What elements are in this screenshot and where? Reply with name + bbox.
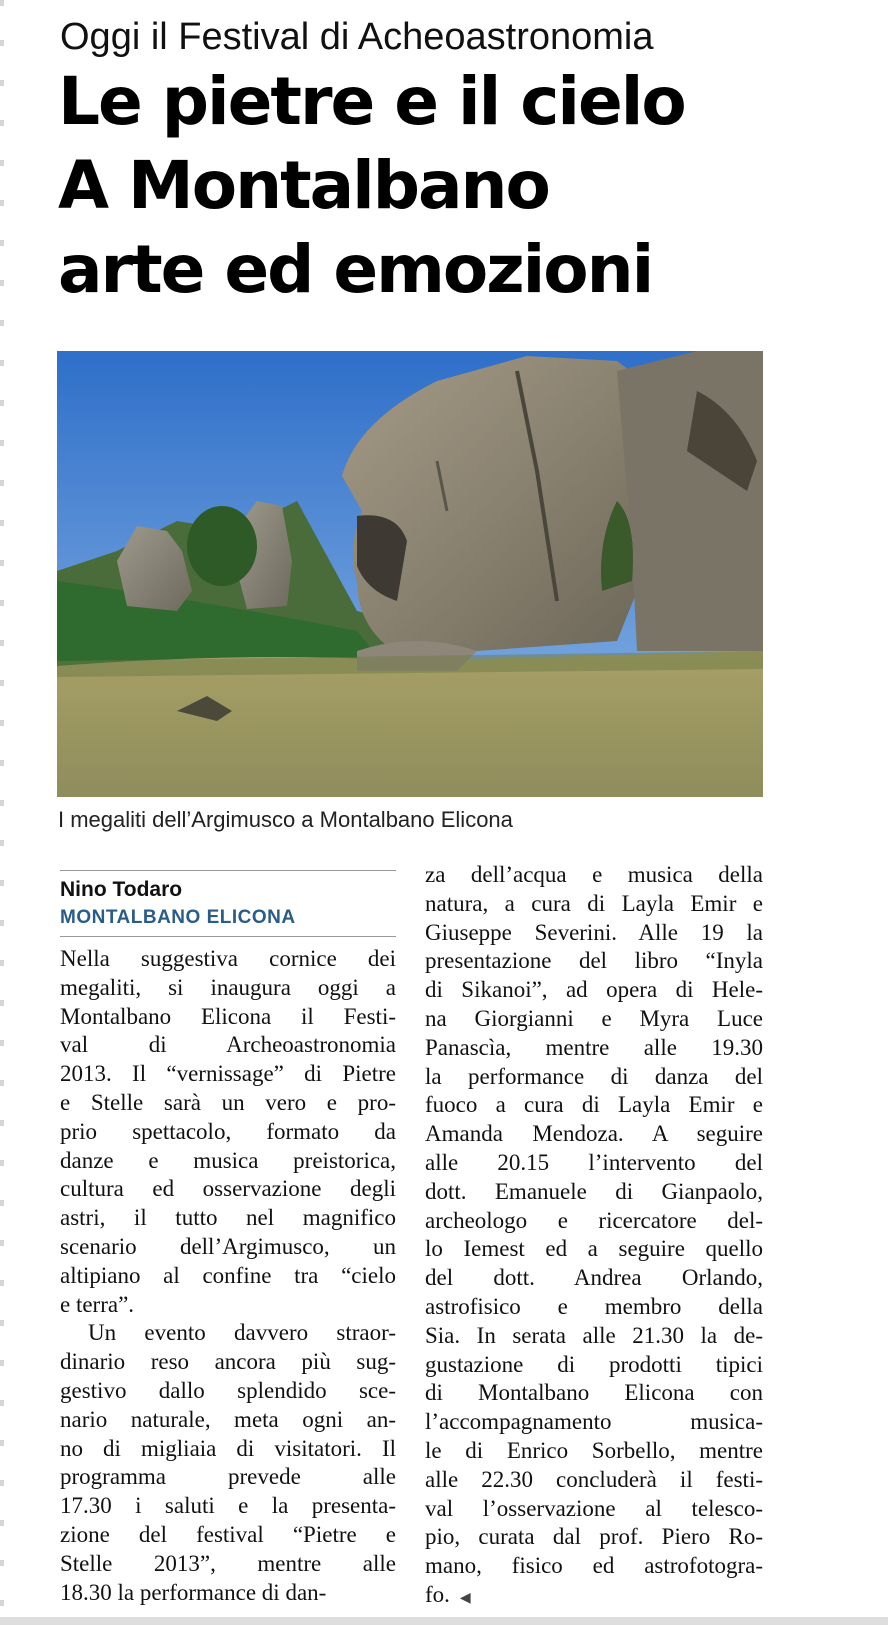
text-line: l’accompagnamento musica- xyxy=(425,1409,763,1435)
dateline-location: MONTALBANO ELICONA xyxy=(60,907,296,928)
text-line: pio, curata dal prof. Piero Ro- xyxy=(425,1524,763,1550)
article-column-2 xyxy=(425,861,763,1610)
text-line: zione del festival “Pietre e xyxy=(60,1521,396,1547)
text-line: Sia. In serata alle 21.30 la de- xyxy=(425,1322,763,1348)
text-line: gustazione di prodotti tipici xyxy=(425,1351,763,1377)
text-line: archeologo e ricercatore del- xyxy=(425,1207,763,1233)
text-line: fuoco a cura di Layla Emir e xyxy=(425,1092,763,1118)
author-name: Nino Todaro xyxy=(60,878,183,901)
text-line: astrofisico e membro della xyxy=(425,1293,763,1319)
text-line: prio spettacolo, formato da xyxy=(60,1118,396,1144)
text-line: Un evento davvero straor- xyxy=(88,1320,396,1346)
headline-line-1: Le pietre e il cielo xyxy=(58,63,685,140)
page-edge-marks xyxy=(0,0,4,1625)
byline-rule-top xyxy=(60,870,396,871)
text-line: e terra”. xyxy=(60,1291,135,1317)
text-line: za dell’acqua e musica della xyxy=(425,862,763,887)
text-line: Nella suggestiva cornice dei xyxy=(60,946,396,971)
text-line: fo. ◀ xyxy=(425,1581,471,1607)
text-line: alle 20.15 l’intervento del xyxy=(425,1149,763,1175)
text-line: dinario reso ancora più sug- xyxy=(60,1349,396,1375)
text-line: lo Iemest ed a seguire quello xyxy=(425,1236,763,1262)
text-line: cultura ed osservazione degli xyxy=(60,1176,396,1202)
text-line: la performance di danza del xyxy=(425,1063,763,1089)
text-line: scenario dell’Argimusco, un xyxy=(60,1233,396,1259)
text-line: Panascìa, mentre alle 19.30 xyxy=(425,1034,763,1060)
text-line: e Stelle sarà un vero e pro- xyxy=(60,1089,396,1115)
text-line: del dott. Andrea Orlando, xyxy=(425,1265,763,1291)
text-line: presentazione del libro “Inyla xyxy=(425,948,763,974)
page-bottom-edge xyxy=(0,1617,888,1625)
text-line: le di Enrico Sorbello, mentre xyxy=(425,1437,763,1463)
text-line: 18.30 la performance di dan- xyxy=(60,1579,327,1605)
text-line: Stelle 2013”, mentre alle xyxy=(60,1550,396,1576)
text-line: di Sikanoi”, ad opera di Hele- xyxy=(425,977,763,1003)
article-headline xyxy=(58,60,858,312)
text-line: Amanda Mendoza. A seguire xyxy=(425,1121,763,1147)
text-line: no di migliaia di visitatori. Il xyxy=(60,1435,396,1461)
text-line: astri, il tutto nel magnifico xyxy=(60,1205,396,1231)
text-line: natura, a cura di Layla Emir e xyxy=(425,890,763,916)
text-line: alle 22.30 concluderà il festi- xyxy=(425,1466,763,1492)
text-line: nario naturale, meta ogni an- xyxy=(60,1406,396,1432)
article-photo xyxy=(57,351,763,797)
text-line: altipiano al confine tra “cielo xyxy=(60,1262,396,1288)
text-line: dott. Emanuele di Gianpaolo, xyxy=(425,1178,763,1204)
text-line: programma prevede alle xyxy=(60,1464,396,1490)
article-column-1 xyxy=(60,945,396,1607)
text-line: gestivo dallo splendido sce- xyxy=(60,1377,396,1403)
text-line: Montalbano Elicona il Festi- xyxy=(60,1003,396,1029)
text-line: 2013. Il “vernissage” di Pietre xyxy=(60,1061,396,1087)
headline-line-3: arte ed emozioni xyxy=(58,231,653,308)
byline-rule-bottom xyxy=(60,936,396,937)
left-triangle-icon: ◀ xyxy=(459,1589,471,1606)
article-kicker: Oggi il Festival di Acheoastronomia xyxy=(60,16,654,58)
text-line: val l’osservazione al telesco- xyxy=(425,1495,763,1521)
text-line: Giuseppe Severini. Alle 19 la xyxy=(425,919,763,945)
text-line: megaliti, si inaugura oggi a xyxy=(60,974,396,1000)
text-line: mano, fisico ed astrofotogra- xyxy=(425,1553,763,1579)
text-line: na Giorgianni e Myra Luce xyxy=(425,1005,763,1031)
text-line: danze e musica preistorica, xyxy=(60,1147,396,1173)
headline-line-2: A Montalbano xyxy=(58,147,549,224)
text-line: 17.30 i saluti e la presenta- xyxy=(60,1493,396,1519)
photo-caption: I megaliti dell’Argimusco a Montalbano Elicona xyxy=(58,807,513,832)
text-line: val di Archeoastronomia xyxy=(60,1032,396,1058)
text-line: di Montalbano Elicona con xyxy=(425,1380,763,1406)
